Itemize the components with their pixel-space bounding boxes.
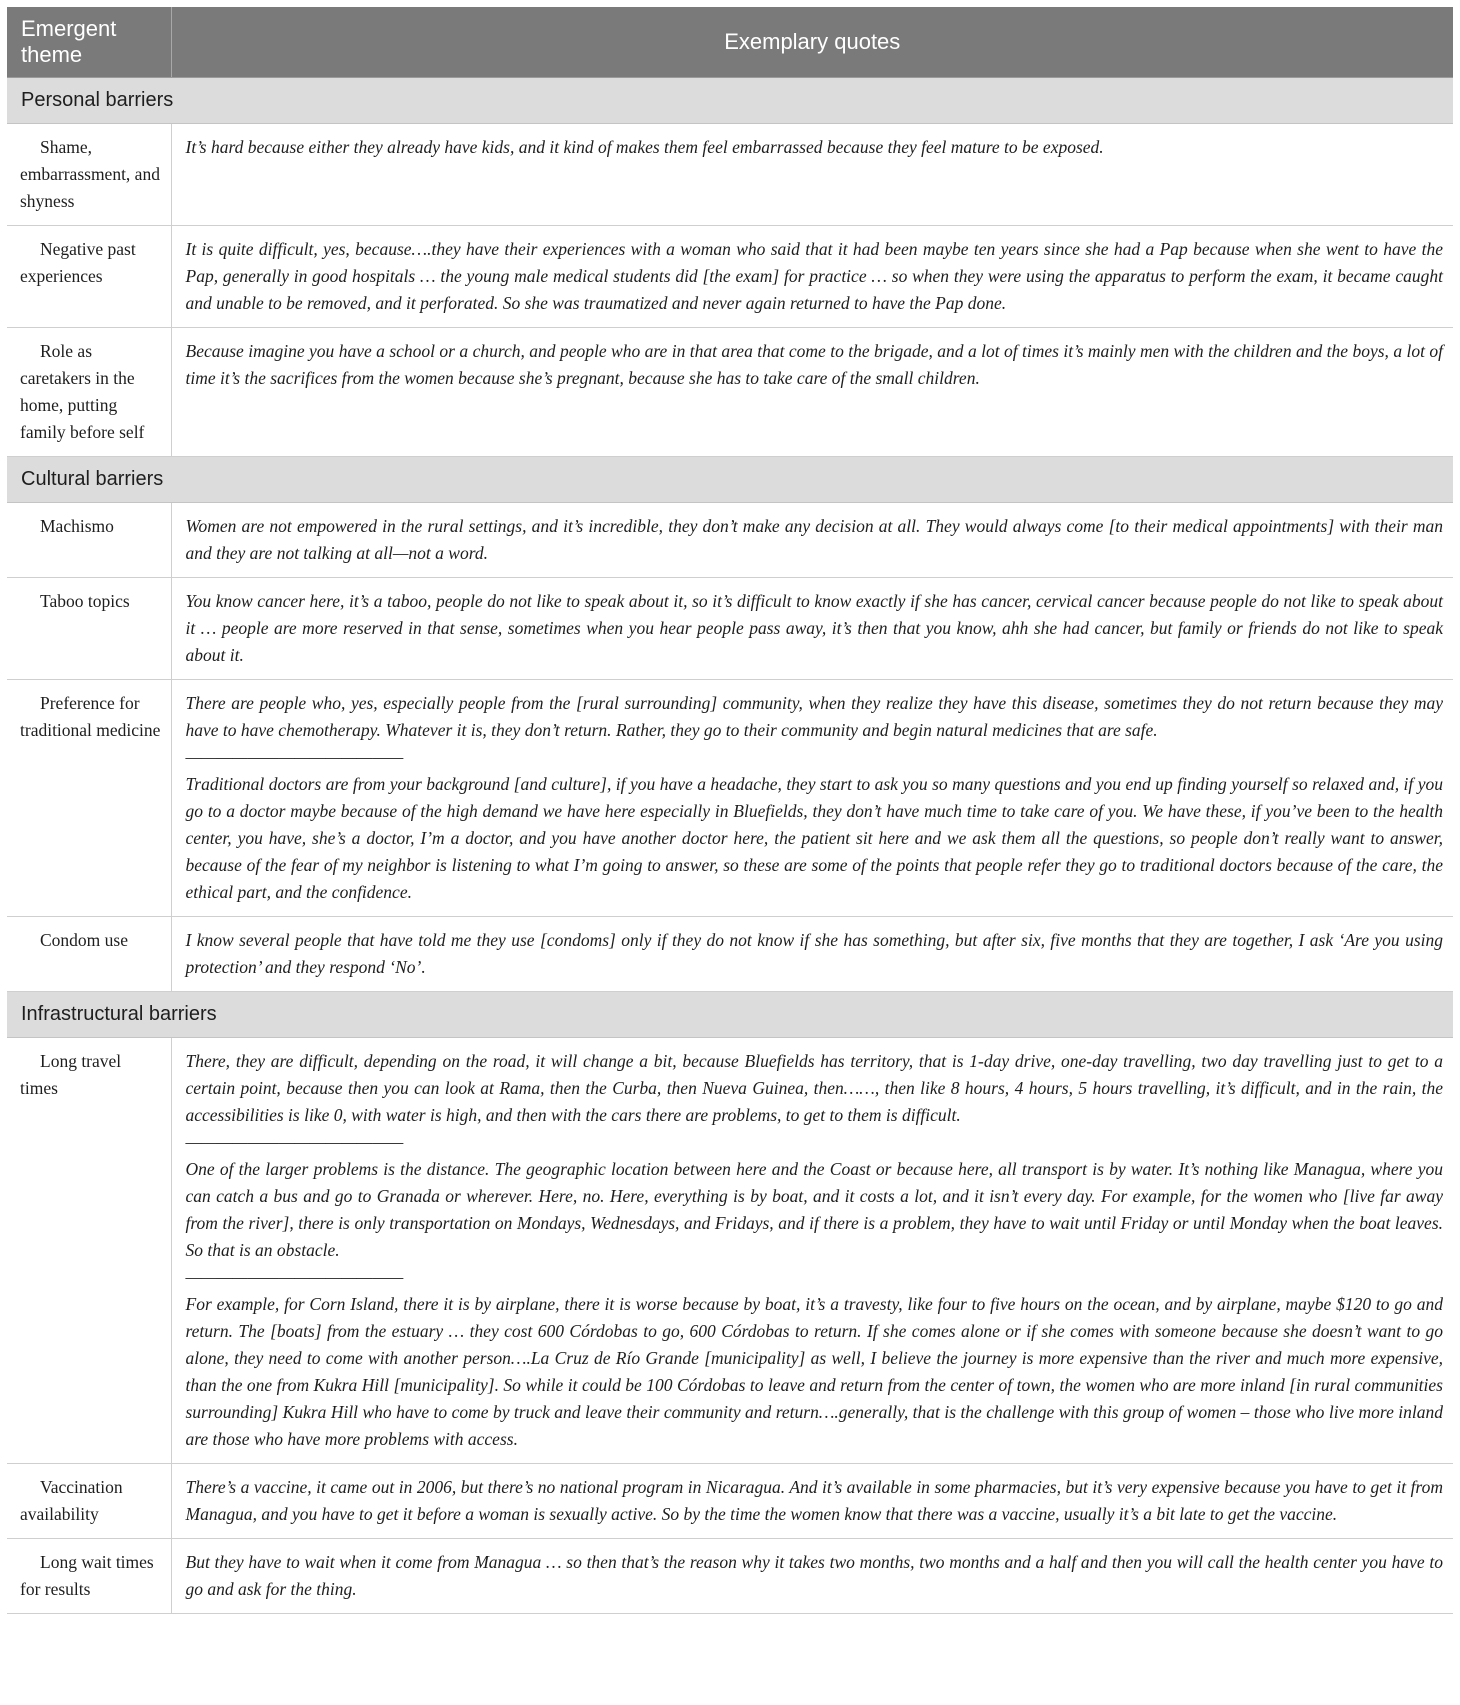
table-body [7, 78, 1453, 1614]
table-row [7, 578, 1453, 680]
quote-cell [171, 503, 1453, 578]
theme-cell: Machismo [7, 503, 171, 578]
theme-cell: Long travel times [7, 1038, 171, 1464]
quote-text: There, they are difficult, depending on the road, it will change a bit, because Bluefields has territory, that is 1-day drive, one-day travelling, two day travelling just to get to a certain point, because then you can look at Rama, then the Curba, then Nueva Guinea, then……, then like 8 hours, 4 hours, 5 hours travelling, it’s difficult, and in the rain, the accessibilities is like 0, with water is high, and then with the cars there are problems, to get to them is difficult. [185, 1051, 1443, 1125]
table-row [7, 226, 1453, 328]
quote-text: It is quite difficult, yes, because….they have their experiences with a woman who said that it had been maybe ten years since she had a Pap because when she went to have the Pap, generally in good hospitals … the young male medical students did [the exam] for practice … so when they were using the apparatus to perform the exam, it became caught and unable to be removed, and it perforated. So she was traumatized and never again returned to have the Pap done. [185, 239, 1443, 313]
theme-cell: Long wait times for results [7, 1539, 171, 1614]
table-row [7, 1464, 1453, 1539]
barriers-quotes-table [7, 7, 1453, 1614]
theme-cell: Preference for traditional medicine [7, 680, 171, 917]
quote-text: One of the larger problems is the distance. The geographic location between here and the Coast or because here, all transport is by water. It’s nothing like Managua, where you can catch a bus and go to Granada or wherever. Here, no. Here, everything is by boat, and it costs a lot, and it isn’t every day. For example, for the women who [live far away from the river], there is only transportation on Mondays, Wednesdays, and Fridays, and if there is a problem, they have to wait until Friday or until Monday when the boat leaves. So that is an obstacle. [185, 1159, 1443, 1260]
table-header-row [7, 7, 1453, 78]
quote-text: You know cancer here, it’s a taboo, people do not like to speak about it, so it’s difficult to know exactly if she has cancer, cervical cancer because people do not like to speak about it … people are more reserved in that sense, sometimes when you hear people pass away, it’s then that you know, ahh she had cancer, but family or friends do not like to speak about it. [185, 591, 1443, 665]
table-row [7, 1038, 1453, 1464]
quote-cell [171, 578, 1453, 680]
quote-text: But they have to wait when it come from Managua … so then that’s the reason why it takes two months, two months and a half and then you will call the health center you have to go and ask for the thing. [185, 1552, 1443, 1599]
quote-cell [171, 1038, 1453, 1464]
table-row [7, 680, 1453, 917]
header-emergent-theme: Emergent theme [7, 7, 171, 78]
quote-cell [171, 226, 1453, 328]
quote-separator: —————————————— [185, 1267, 404, 1287]
theme-cell: Vaccination availability [7, 1464, 171, 1539]
quote-text: For example, for Corn Island, there it is by airplane, there it is worse because by boat, it’s a travesty, like four to five hours on the ocean, and by airplane, maybe $120 to go and return. The [boats] from the estuary … they cost 600 Córdobas to go, 600 Córdobas to return. If she comes alone or if she comes with someone because she doesn’t want to go alone, they need to come with another person….La Cruz de Río Grande [municipality] as well, I believe the journey is more expensive than the river and much more expensive, than the one from Kukra Hill [municipality]. So while it could be 100 Córdobas to leave and return from the center of town, the women who are more inland [in rural communities surrounding] Kukra Hill who have to come by truck and leave their community and return….generally, that is the challenge with this group of women – those who live more inland are those who have more problems with access. [185, 1294, 1443, 1449]
theme-cell: Shame, embarrassment, and shyness [7, 124, 171, 226]
section-title: Cultural barriers [7, 457, 1453, 503]
table-row [7, 124, 1453, 226]
quote-text: Because imagine you have a school or a church, and people who are in that area that come to the brigade, and a lot of times it’s mainly men with the children and the boys, a lot of time it’s the sacrifices from the women because she’s pregnant, because she has to take care of the small children. [185, 341, 1443, 388]
quote-separator: —————————————— [185, 1132, 404, 1152]
theme-cell: Role as caretakers in the home, putting family before self [7, 328, 171, 457]
table-row [7, 328, 1453, 457]
quote-cell [171, 680, 1453, 917]
table-row [7, 1539, 1453, 1614]
quote-text: Traditional doctors are from your background [and culture], if you have a headache, they start to ask you so many questions and you end up finding yourself so relaxed and, if you go to a doctor maybe because of the high demand we have here especially in Bluefields, they don’t have much time to take care of you. We have these, if you’ve been to the health center, you have, she’s a doctor, I’m a doctor, and you have another doctor here, the patient sit here and we ask them all the questions, so people don’t really want to answer, because of the fear of my neighbor is listening to what I’m going to answer, so these are some of the points that people refer they go to traditional doctors because of the care, the ethical part, and the confidence. [185, 774, 1443, 902]
quote-text: It’s hard because either they already have kids, and it kind of makes them feel embarrassed because they feel mature to be exposed. [185, 137, 1104, 157]
section-row [7, 457, 1453, 503]
table-row [7, 503, 1453, 578]
theme-cell: Negative past experiences [7, 226, 171, 328]
theme-cell: Condom use [7, 917, 171, 992]
quote-cell [171, 124, 1453, 226]
section-title: Infrastructural barriers [7, 992, 1453, 1038]
section-title: Personal barriers [7, 78, 1453, 124]
quote-cell [171, 917, 1453, 992]
quote-separator: —————————————— [185, 747, 404, 767]
theme-cell: Taboo topics [7, 578, 171, 680]
quote-cell [171, 1464, 1453, 1539]
quote-text: There’s a vaccine, it came out in 2006, but there’s no national program in Nicaragua. And it’s available in some pharmacies, but it’s very expensive because you have to get it from Managua, and you have to get it before a woman is sexually active. So by the time the women know that there was a vaccine, usually it’s a bit late to get the vaccine. [185, 1477, 1443, 1524]
table-row [7, 917, 1453, 992]
header-exemplary-quotes: Exemplary quotes [171, 7, 1453, 78]
quote-cell [171, 1539, 1453, 1614]
quote-text: I know several people that have told me they use [condoms] only if they do not know if she has something, but after six, five months that they are together, I ask ‘Are you using protection’ and they respond ‘No’. [185, 930, 1443, 977]
section-row [7, 78, 1453, 124]
quote-cell [171, 328, 1453, 457]
quote-text: Women are not empowered in the rural settings, and it’s incredible, they don’t make any decision at all. They would always come [to their medical appointments] with their man and they are not talking at all—not a word. [185, 516, 1443, 563]
quote-text: There are people who, yes, especially people from the [rural surrounding] community, when they realize they have this disease, sometimes they do not return because they may have to have chemotherapy. Whatever it is, they don’t return. Rather, they go to their community and begin natural medicines that are safe. [185, 693, 1443, 740]
section-row [7, 992, 1453, 1038]
